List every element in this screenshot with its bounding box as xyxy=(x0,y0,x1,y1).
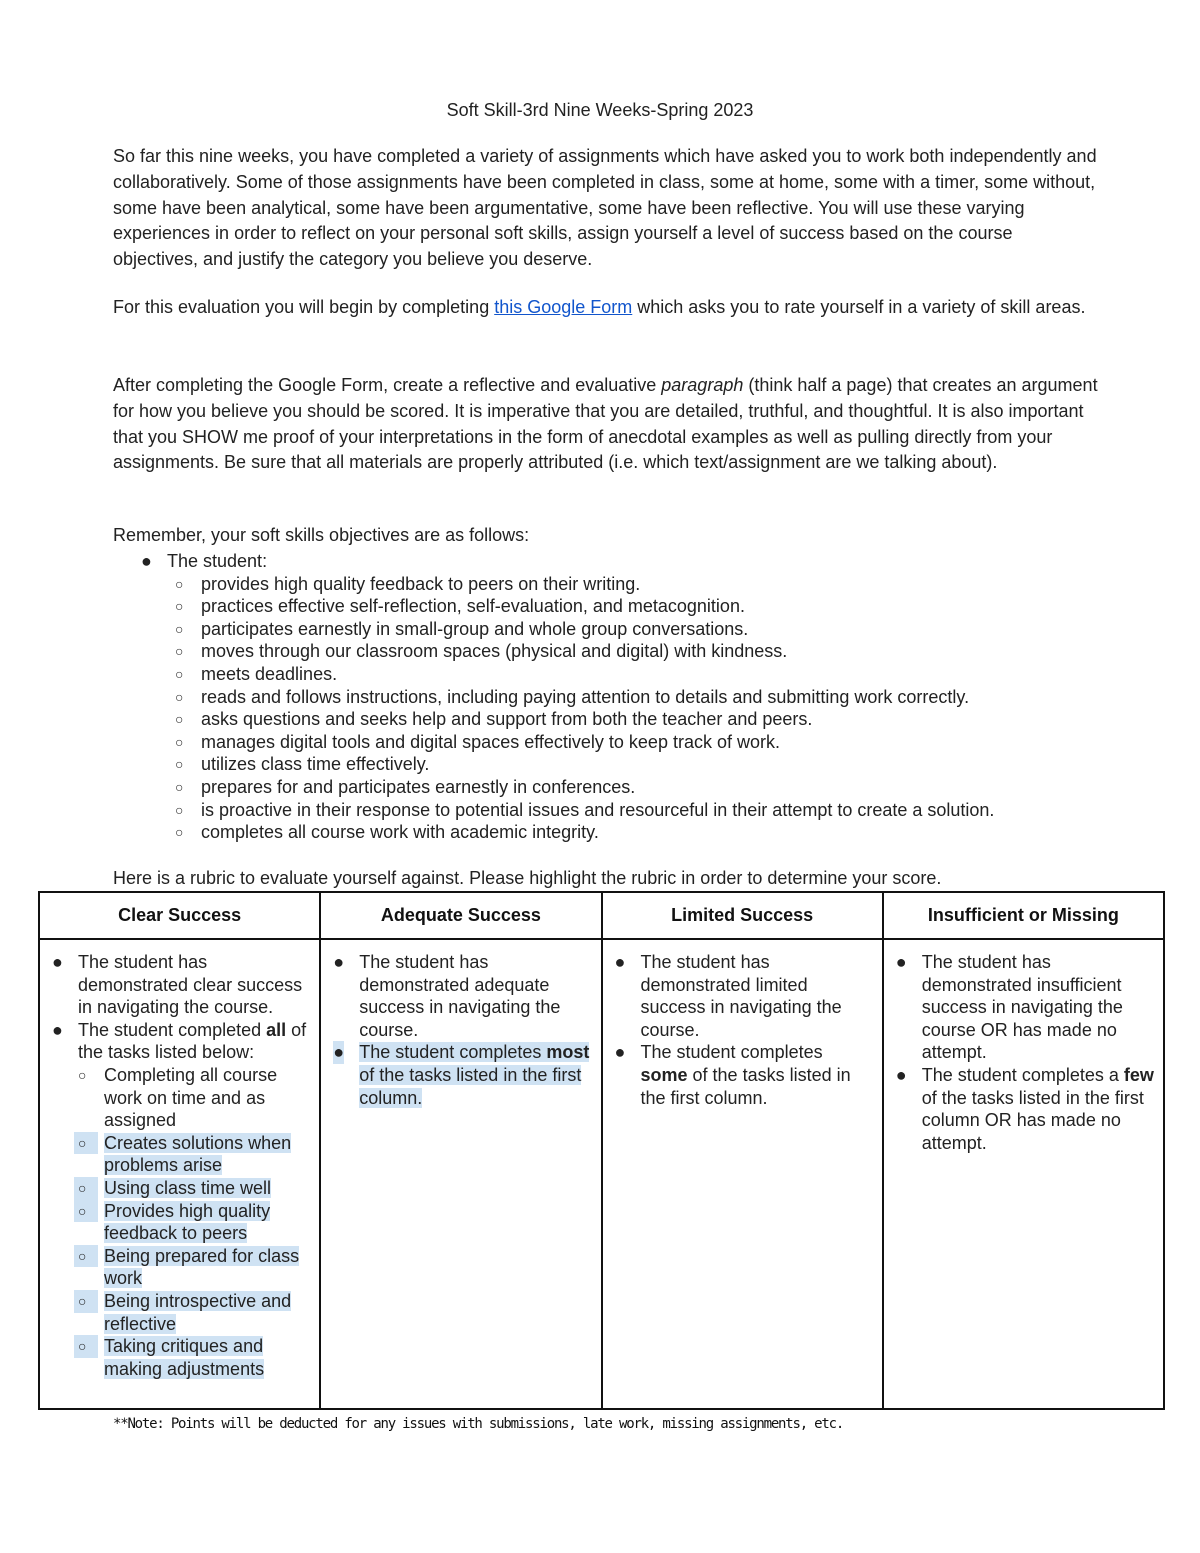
text: The student has demonstrated insufficient success in navigating the course OR has made no attempt. xyxy=(921,952,1123,1063)
circle-bullet-icon: ○ xyxy=(175,598,184,615)
rubric-bullet-highlighted xyxy=(329,1041,592,1109)
task-item xyxy=(48,1064,311,1132)
circle-bullet-icon: ○ xyxy=(175,665,184,682)
objectives-intro: Remember, your soft skills objectives are as follows: xyxy=(113,525,530,545)
objective-text: practices effective self-reflection, self-evaluation, and metacognition. xyxy=(201,596,745,617)
objective-text: participates earnestly in small-group and whole group conversations. xyxy=(201,618,749,639)
cell-insufficient xyxy=(883,939,1164,1409)
text: The student has demonstrated limited success in navigating the course. xyxy=(640,952,842,1040)
task-text: Being prepared for class work xyxy=(104,1245,300,1289)
instructions-paragraph xyxy=(113,373,1098,476)
text: of the tasks listed in the first column. xyxy=(640,1064,851,1108)
objective-text: reads and follows instructions, including paying attention to details and submitting work correctly. xyxy=(201,686,970,707)
objective-text: manages digital tools and digital spaces effectively to keep track of work. xyxy=(201,731,780,752)
bullet-icon: ● xyxy=(52,1019,63,1040)
objective-item xyxy=(113,618,1113,641)
circle-bullet-icon: ○ xyxy=(74,1177,98,1200)
objectives-lead-item xyxy=(113,550,1113,573)
text: The student completes xyxy=(359,1042,547,1063)
rubric-bullet xyxy=(611,951,874,1041)
task-text: Creates solutions when problems arise xyxy=(104,1132,292,1176)
text: of the tasks listed in the first column OR has made no attempt. xyxy=(921,1087,1144,1153)
rubric-bullet xyxy=(611,1041,874,1109)
task-item-highlighted xyxy=(48,1177,311,1200)
bold-text: some xyxy=(640,1064,688,1085)
rubric-intro: Here is a rubric to evaluate yourself against. Please highlight the rubric in order to determine your score. xyxy=(113,868,942,888)
circle-bullet-icon: ○ xyxy=(74,1245,98,1268)
text: (think half a page) that creates an argument for how you believe you should be scored. It is imperative that you are detailed, truthful, and thoughtful. It is also important that you SHOW me proof of your interpretations in the form of anecdotal examples as well as pulling directly from your assignments. Be sure that all materials are properly attributed (i.e. which text/assignment are we talking about). xyxy=(113,375,1098,473)
header-adequate-success: Adequate Success xyxy=(320,892,601,939)
task-item-highlighted xyxy=(48,1290,311,1335)
task-text: Completing all course work on time and as assigned xyxy=(104,1064,278,1131)
header-insufficient: Insufficient or Missing xyxy=(883,892,1164,939)
cell-adequate-success xyxy=(320,939,601,1409)
objective-text: is proactive in their response to potential issues and resourceful in their attempt to create a solution. xyxy=(201,799,995,820)
text: The student has demonstrated clear success in navigating the course. xyxy=(78,952,303,1018)
task-text: Using class time well xyxy=(104,1177,272,1198)
text: The student has demonstrated adequate success in navigating the course. xyxy=(359,952,561,1040)
objective-item xyxy=(113,753,1113,776)
text: The student completes a xyxy=(921,1064,1124,1085)
bullet-icon: ● xyxy=(141,551,152,571)
bullet-icon: ● xyxy=(333,952,345,972)
header-limited-success: Limited Success xyxy=(602,892,883,939)
circle-bullet-icon: ○ xyxy=(74,1200,98,1223)
cell-limited-success xyxy=(602,939,883,1409)
objective-text: meets deadlines. xyxy=(201,663,338,684)
form-paragraph xyxy=(113,295,1098,321)
bullet-icon: ● xyxy=(895,952,907,972)
objective-item xyxy=(113,663,1113,686)
circle-bullet-icon: ○ xyxy=(175,643,184,660)
objective-item xyxy=(113,776,1113,799)
text: The student completes xyxy=(640,1042,823,1063)
footnote: **Note: Points will be deducted for any issues with submissions, late work, missing assignments, etc. xyxy=(113,1416,844,1432)
circle-bullet-icon: ○ xyxy=(175,711,184,728)
objective-item xyxy=(113,799,1113,822)
rubric-bullet xyxy=(892,1064,1155,1154)
objective-item xyxy=(113,640,1113,663)
text: After completing the Google Form, create a reflective and evaluative xyxy=(113,375,662,395)
task-text: Provides high quality feedback to peers xyxy=(104,1200,271,1244)
task-item-highlighted xyxy=(48,1245,311,1290)
circle-bullet-icon: ○ xyxy=(78,1066,87,1083)
circle-bullet-icon: ○ xyxy=(175,824,184,841)
circle-bullet-icon: ○ xyxy=(74,1335,98,1358)
text: which asks you to rate yourself in a variety of skill areas. xyxy=(632,297,1086,317)
objective-text: completes all course work with academic integrity. xyxy=(201,822,599,843)
circle-bullet-icon: ○ xyxy=(175,778,184,795)
bold-text: all xyxy=(266,1019,287,1040)
objective-item xyxy=(113,573,1113,596)
circle-bullet-icon: ○ xyxy=(175,756,184,773)
task-text: Taking critiques and making adjustments xyxy=(104,1336,265,1379)
objective-text: moves through our classroom spaces (physical and digital) with kindness. xyxy=(201,641,788,662)
circle-bullet-icon: ○ xyxy=(175,801,184,818)
objective-item xyxy=(113,708,1113,731)
italic-text: paragraph xyxy=(661,375,744,395)
bullet-icon: ● xyxy=(895,1064,907,1085)
rubric-bullet xyxy=(892,951,1155,1064)
document-title: Soft Skill-3rd Nine Weeks-Spring 2023 xyxy=(446,100,754,120)
bold-text: most xyxy=(546,1042,590,1063)
bullet-icon: ● xyxy=(614,952,626,972)
rubric-bullet xyxy=(48,1019,311,1064)
objective-text: prepares for and participates earnestly in conferences. xyxy=(201,776,636,797)
text: of the tasks listed below: xyxy=(78,1019,307,1063)
circle-bullet-icon: ○ xyxy=(74,1132,98,1155)
objective-item xyxy=(113,731,1113,754)
objectives-list xyxy=(113,550,1113,844)
bold-text: few xyxy=(1123,1064,1154,1085)
google-form-link[interactable]: this Google Form xyxy=(494,297,633,317)
text: of the tasks listed in the first column. xyxy=(359,1064,582,1108)
circle-bullet-icon: ○ xyxy=(74,1290,98,1313)
text: The student completed xyxy=(78,1019,267,1040)
rubric-bullet xyxy=(48,951,311,1019)
objectives-lead: The student: xyxy=(167,551,268,571)
objective-text: utilizes class time effectively. xyxy=(201,754,430,775)
objective-text: provides high quality feedback to peers on their writing. xyxy=(201,573,641,594)
task-item-highlighted xyxy=(48,1335,311,1380)
task-item-highlighted xyxy=(48,1132,311,1177)
bullet-icon: ● xyxy=(333,1042,345,1063)
header-clear-success: Clear Success xyxy=(39,892,320,939)
circle-bullet-icon: ○ xyxy=(175,733,184,750)
text: For this evaluation you will begin by completing xyxy=(113,297,495,317)
intro-paragraph: So far this nine weeks, you have completed a variety of assignments which have asked you to work both independently and collaboratively. Some of those assignments have been completed in class, some at home, some with a timer, some without, some have been analytical, some have been argumentative, some have been reflective. You will use these varying experiences in order to reflect on your personal soft skills, assign yourself a level of success based on the course objectives, and justify the category you believe you deserve. xyxy=(113,146,1097,270)
objective-item xyxy=(113,686,1113,709)
circle-bullet-icon: ○ xyxy=(175,575,184,592)
cell-clear-success xyxy=(39,939,320,1409)
objective-text: asks questions and seeks help and support from both the teacher and peers. xyxy=(201,709,813,730)
bullet-icon: ● xyxy=(614,1042,626,1063)
circle-bullet-icon: ○ xyxy=(175,688,184,705)
rubric-table xyxy=(38,891,1165,1410)
rubric-bullet xyxy=(329,951,592,1041)
circle-bullet-icon: ○ xyxy=(175,620,184,637)
task-text: Being introspective and reflective xyxy=(104,1290,292,1334)
bullet-icon: ● xyxy=(52,952,63,972)
objective-item xyxy=(113,821,1113,844)
task-item-highlighted xyxy=(48,1200,311,1245)
objective-item xyxy=(113,595,1113,618)
